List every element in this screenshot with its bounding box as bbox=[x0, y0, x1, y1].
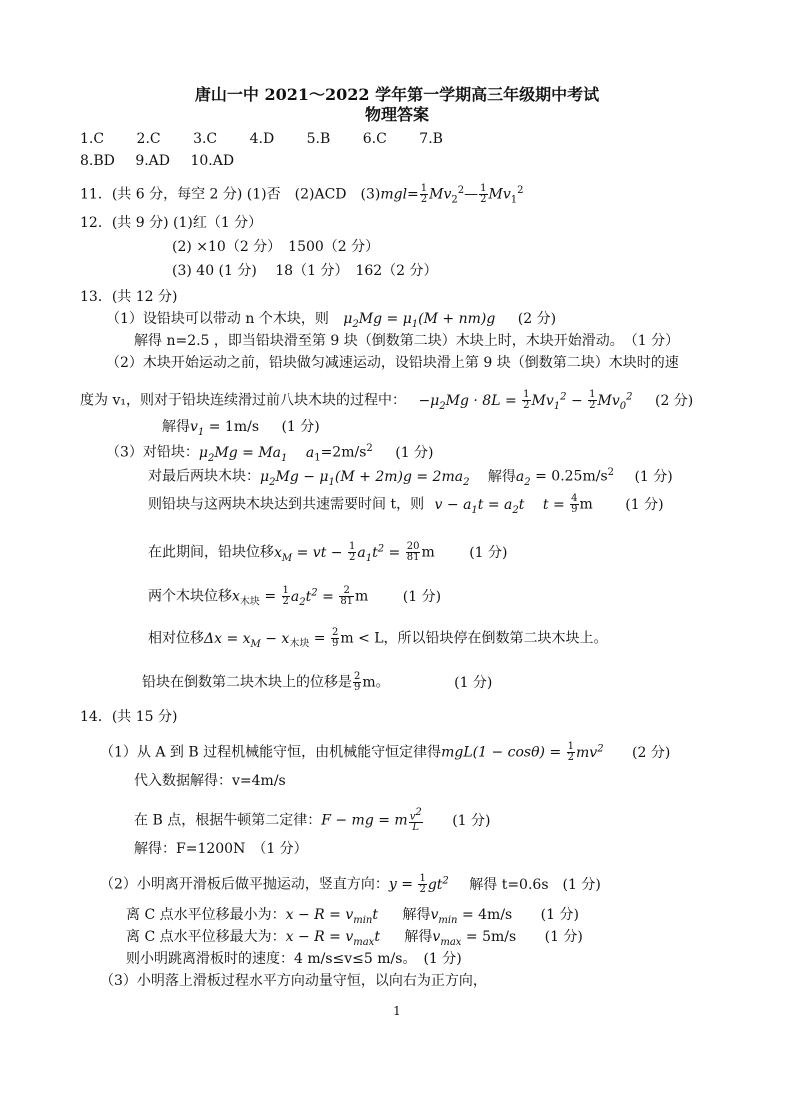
q14-line-5: （2）小明离开滑板后做平抛运动，竖直方向：y = $\frac{1}{2}$ $gt^2$ 解得 t=0.6s (1 分) bbox=[100, 873, 601, 896]
q13-line-9: 在此期间，铅块位移$x_M$ = vt − $\frac{1}{2}$ $a_1t^2$ = $\frac{20}{81}$ m (1 分) bbox=[148, 541, 508, 564]
fraction: $\frac{1}{2}$ bbox=[480, 183, 487, 206]
mc-answer: 6.C bbox=[362, 131, 387, 147]
mc-answer: 2.C bbox=[136, 131, 161, 147]
mc-answer: 9.AD bbox=[135, 153, 171, 169]
q13-line-12: 铅块在倒数第二块木块上的位移是 $\frac{2}{9}$ m。 (1 分) bbox=[142, 671, 493, 693]
mc-answer: 3.C bbox=[193, 131, 218, 147]
mc-answer: 8.BD bbox=[80, 153, 115, 169]
q13-line-2: 解得 n=2.5 ，即当铅块滑至第 9 块（倒数第二块）木块上时，木块开始滑动。 （1 分） bbox=[134, 333, 680, 349]
mc-answer: 10.AD bbox=[190, 153, 235, 169]
q13-line-10: 两个木块位移$x_{木块}$ = $\frac{1}{2}$ $a_2t^2$ = $\frac{2}{81}$ m (1 分) bbox=[148, 585, 442, 608]
mc-answer: 5.B bbox=[306, 131, 331, 147]
page-number: 1 bbox=[393, 1004, 401, 1018]
q13-head: 13．(共 12 分) bbox=[80, 289, 178, 305]
q11-line: 11．(共 6 分，每空 2 分) (1)否 (2)ACD (3)mgl= $\frac{1}{2}$ $Mv_2^2—$ $\frac{1}{2}$ $Mv_1^2$ bbox=[80, 183, 524, 206]
q12-line-3: (3) 40 (1 分) 18（1 分） 162（2 分） bbox=[172, 263, 438, 279]
q14-line-9: （3）小明落上滑板过程水平方向动量守恒，以向右为正方向， bbox=[100, 973, 487, 989]
q12-head: 12．(共 9 分) (1)红（1 分） bbox=[80, 215, 263, 231]
mc-row-1 bbox=[80, 130, 443, 148]
mc-answer: 4.D bbox=[249, 131, 275, 147]
q14-line-1: （1）从 A 到 B 过程机械能守恒，由机械能守恒定律得mgL(1 − cosθ) = $\frac{1}{2}$ $mv^2$ (2 分) bbox=[100, 741, 671, 764]
q12-line-2: (2) ×10（2 分） 1500（2 分） bbox=[172, 239, 380, 255]
q14-line-8: 则小明跳离滑板时的速度：4 m/s≤v≤5 m/s。 (1 分) bbox=[126, 951, 462, 967]
q13-line-6: （3）对铅块：$\mu_2Mg = Ma_1$ $a_1=2m/s^2$ (1 分) bbox=[106, 443, 434, 464]
q13-line-11: 相对位移$\Delta x = x_M - x_{木块}$ = $\frac{2}{9}$ m < L，所以铅块停在倒数第二块木块上。 bbox=[148, 627, 608, 650]
q13-line-3: （2）木块开始运动之前，铅块做匀减速运动，设铅块滑上第 9 块（倒数第二块）木块时的速 bbox=[106, 355, 679, 371]
q14-head: 14．(共 15 分) bbox=[80, 709, 178, 725]
title-line-1: 唐山一中 2021～2022 学年第一学期高三年级期中考试 bbox=[194, 85, 600, 104]
q13-line-8: 则铅块与这两块木块达到共速需要时间 t，则 $v - a_1t = a_2t$ t = $\frac{4}{9}$ m (1 分) bbox=[148, 493, 664, 516]
q11-head: 11．(共 6 分，每空 2 分) (1)否 (2)ACD (3) bbox=[80, 186, 381, 203]
q13-line-5: 解得$v_1 = 1m/s$ (1 分) bbox=[162, 419, 320, 438]
fraction: $\frac{1}{2}$ bbox=[420, 183, 428, 206]
q13-line-1: （1）设铅块可以带动 n 个木块，则 $\mu_2Mg = \mu_1(M + nm)g$ (2 分) bbox=[106, 311, 557, 330]
q14-line-6: 离 C 点水平位移最小为：$x - R = v_{min}t$ 解得$v_{min} = 4m/s$ (1 分) bbox=[126, 907, 579, 926]
q11-eq: mgl= bbox=[380, 186, 419, 203]
mc-row-2 bbox=[80, 152, 234, 170]
q14-line-4: 解得：F=1200N （1 分） bbox=[134, 841, 308, 857]
mc-answer: 7.B bbox=[419, 131, 443, 147]
q14-line-2: 代入数据解得：v=4m/s bbox=[134, 773, 286, 789]
q13-line-4: 度为 v₁，则对于铅块连续滑过前八块木块的过程中： $-\mu_2Mg \cdot 8L$ = $\frac{1}{2}$ $Mv_1^2$ − $\frac{1}{2}$ $Mv_0^2$ (2 分) bbox=[80, 389, 694, 412]
mc-answer: 1.C bbox=[80, 131, 105, 147]
q13-line-7: 对最后两块木块：$\mu_2Mg - \mu_1(M + 2m)g = 2ma_2$ 解得$a_2 = 0.25m/s^2$ (1 分) bbox=[148, 467, 673, 488]
q14-line-7: 离 C 点水平位移最大为：$x - R = v_{max}t$ 解得$v_{max} = 5m/s$ (1 分) bbox=[126, 929, 583, 948]
title-line-2: 物理答案 bbox=[364, 105, 429, 124]
q14-line-3: 在 B 点，根据牛顿第二定律：F − mg = m $\frac{v^2}{L}$ (1 分) bbox=[134, 807, 491, 834]
